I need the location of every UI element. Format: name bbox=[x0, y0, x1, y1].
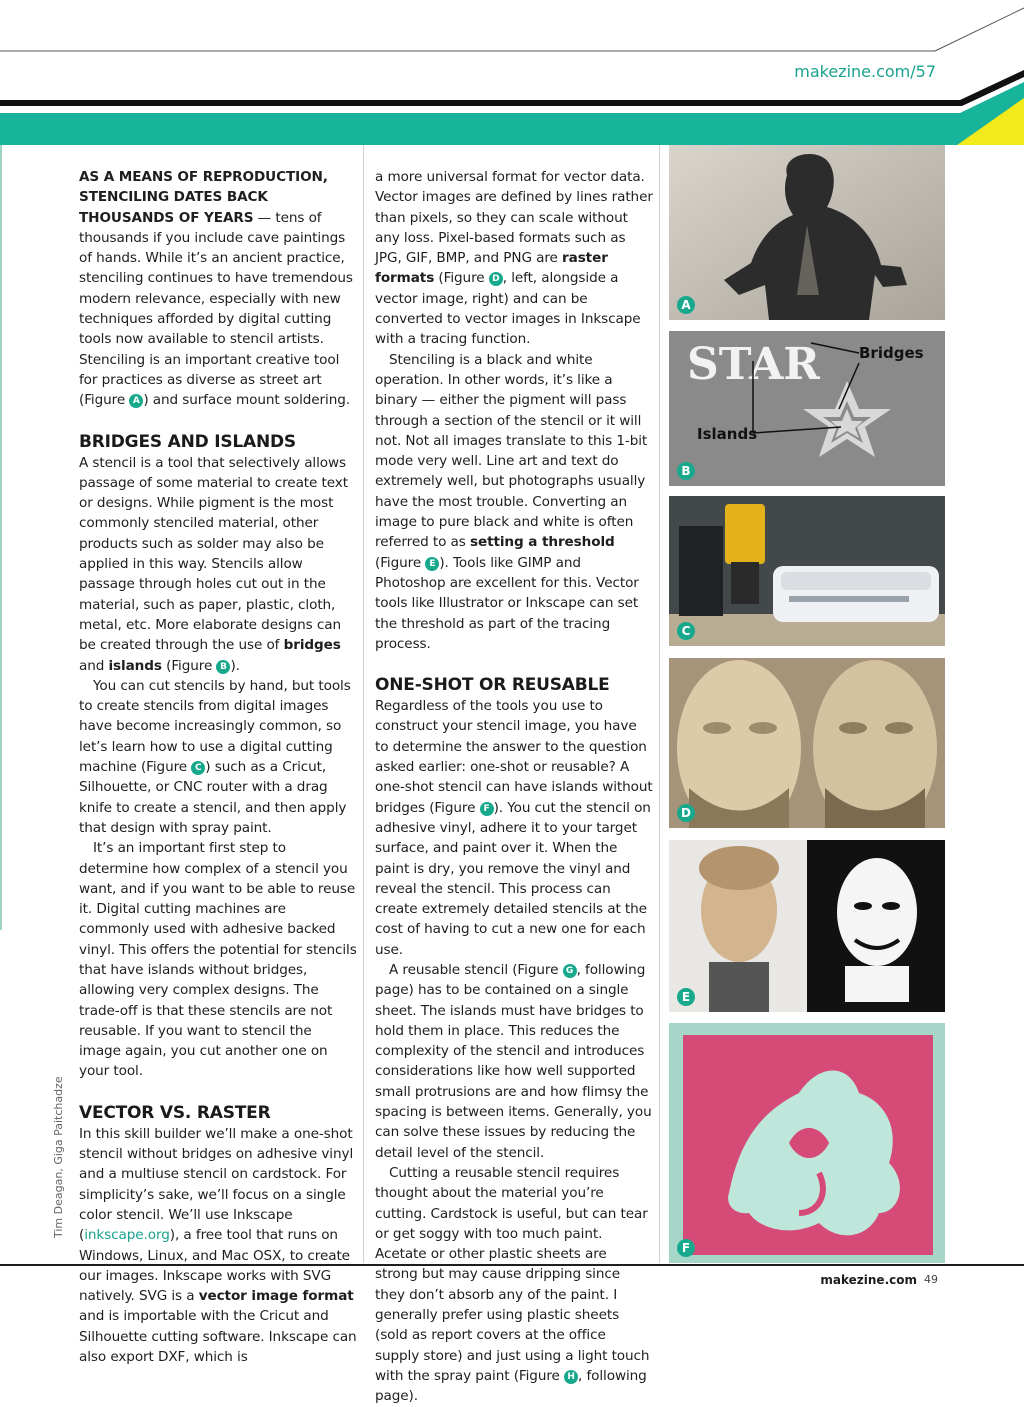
section-heading: ONE-SHOT OR REUSABLE bbox=[375, 675, 610, 696]
figure-label: F bbox=[677, 1239, 695, 1257]
figure-ref-badge: C bbox=[191, 761, 205, 775]
article-column-1 bbox=[79, 167, 357, 1367]
column-divider bbox=[363, 145, 364, 1263]
threshold-bust-illustration bbox=[669, 840, 945, 1012]
figure-e-image bbox=[669, 840, 945, 1012]
figure-ref-badge: G bbox=[563, 964, 577, 978]
figure-label: D bbox=[677, 804, 695, 822]
article-column-2 bbox=[375, 167, 653, 1407]
figure-c-image bbox=[669, 496, 945, 646]
figure-label: E bbox=[677, 988, 695, 1006]
page-number: 49 bbox=[924, 1273, 938, 1286]
paragraph: In this skill builder we’ll make a one-shot stencil without bridges on adhesive vinyl and a multiuse stencil on cardstock. For simplicity’s sake, we’ll focus on a single color stencil. We’ll use Inkscape (inkscape.org), a free tool that runs on Windows, Linux, and Mac OSX, to create our images. Inkscape works with SVG natively. SVG is a vector image format and is importable with the Cricut and Silhouette cutting software. Inkscape can also export DXF, which is bbox=[79, 1125, 357, 1366]
figure-d-image bbox=[669, 658, 945, 828]
raster-vs-vector-bust-illustration bbox=[669, 658, 945, 828]
paragraph: It’s an important first step to determine how complex of a stencil you want, and if you want to be able to reuse it. Digital cutting machines are commonly used with adhesive backed vinyl. This offers the potential for stencils that have islands without bridges, allowing very complex designs. The trade-off is that these stencils are not reusable. If you want to stencil the image again, you cut another one on your tool. bbox=[79, 840, 357, 1080]
star-word: STAR bbox=[687, 339, 820, 390]
figure-b-image bbox=[669, 331, 945, 486]
figure-a-image bbox=[669, 145, 945, 320]
column-divider bbox=[659, 145, 660, 1263]
islands-label: Islands bbox=[697, 425, 758, 443]
paragraph: A stencil is a tool that selectively allows passage of some material to create text or designs. While pigment is the most commonly stenciled material, other products such as solder may also be applied in this way. Stencils allow passage through holes cut out in the material, such as paper, plastic, cloth, metal, etc. More elaborate designs can be created through the use of bridges and islands (Figure B ). bbox=[79, 454, 348, 674]
paragraph: Cutting a reusable stencil requires thought about the material you’re cutting. Cardstock is useful, but can tear or get soggy with too much paint. Acetate or other plastic sheets are strong but may cause dripping since they don’t absorb any of the paint. I generally prefer using plastic sheets (sold as report covers at the office supply store) and just using a light touch with the spray paint (Figure H , following page). bbox=[375, 1164, 650, 1405]
figure-label: A bbox=[677, 296, 695, 314]
lead-in: AS A MEANS OF REPRODUCTION, STENCILING DATES BACK THOUSANDS OF YEARS bbox=[79, 169, 328, 226]
footer-rule bbox=[0, 1264, 1024, 1266]
figure-label: C bbox=[677, 622, 695, 640]
paragraph: You can cut stencils by hand, but tools to create stencils from digital images have become increasingly common, so let’s learn how to use a digital cutting machine (Figure C ) such as a Cricut, Silhouette, or CNC router with a drag knife to create a stencil, and then apply that design with spray paint. bbox=[79, 677, 351, 836]
section-heading: VECTOR VS. RASTER bbox=[79, 1102, 271, 1123]
footer-site[interactable]: makezine.com bbox=[820, 1273, 917, 1287]
figure-ref-badge: D bbox=[489, 272, 503, 286]
header-url[interactable]: makezine.com/57 bbox=[794, 62, 936, 81]
photo-credit: Tim Deagan, Giga Paitchadze bbox=[52, 1076, 65, 1238]
left-margin-rule bbox=[0, 145, 2, 930]
cutting-machines-illustration bbox=[669, 496, 945, 646]
inkscape-link[interactable]: inkscape.org bbox=[84, 1227, 170, 1244]
bridges-label: Bridges bbox=[859, 344, 924, 362]
figure-ref-badge: E bbox=[425, 557, 439, 571]
figure-ref-badge: H bbox=[564, 1370, 578, 1384]
street-art-stencil-illustration bbox=[669, 145, 945, 320]
paragraph: Regardless of the tools you use to construct your stencil image, you have to determine the answer to the question asked earlier: one-shot or reusable? A one-shot stencil can have islands without bridges (Figure F ). You cut the stencil on adhesive vinyl, adhere it to your target surface, and paint over it. When the paint is dry, you remove the vinyl and reveal the stencil. This process can create extremely detailed stencils at the cost of having to cut a new one for each use. bbox=[375, 698, 653, 958]
figure-ref-badge: A bbox=[129, 394, 143, 408]
figure-ref-badge: B bbox=[216, 660, 230, 674]
figure-ref-badge: F bbox=[480, 802, 494, 816]
bridges-islands-diagram bbox=[669, 331, 945, 486]
paragraph: Stenciling is a black and white operation. In other words, it’s like a binary — either the pigment will pass through a section of the stencil or it will not. Not all images translate to this 1-bit mode very well. Line art and text do extremely well, but photographs usually have the most trouble. Converting an image to pure black and white is often referred to as setting a threshold (Figure E ). Tools like GIMP and Photoshop are excellent for this. Vector tools like Illustrator or Inkscape can set the threshold as part of the tracing process. bbox=[375, 351, 648, 652]
paragraph: AS A MEANS OF REPRODUCTION, STENCILING DATES BACK THOUSANDS OF YEARS — tens of thousands if you include cave paintings of hands. While it’s an ancient practice, stenciling continues to have tremendous modern relevance, especially with new techniques afforded by digital cutting tools now available to stencil artists. Stenciling is an important creative tool for practices as diverse as street art (Figure A ) and surface mount soldering. bbox=[79, 169, 353, 409]
paragraph: A reusable stencil (Figure G , following page) has to be contained on a single sheet. The islands must have bridges to hold them in place. This reduces the complexity of the stencil and introduces considerations like how well supported small protrusions are and how flimsy the spacing is between items. Generally, you can solve these issues by reducing the detail level of the stencil. bbox=[375, 961, 652, 1161]
paragraph: a more universal format for vector data. Vector images are defined by lines rather than pixels, so they can scale without any loss. Pixel-based formats such as JPG, GIF, BMP, and PNG are raster formats (Figure D , left, alongside a vector image, right) and can be converted to vector images in Inkscape with a tracing function. bbox=[375, 169, 653, 348]
figure-f-image bbox=[669, 1023, 945, 1263]
figure-label: B bbox=[677, 462, 695, 480]
ganesh-stencil-illustration bbox=[669, 1023, 945, 1263]
section-heading: BRIDGES AND ISLANDS bbox=[79, 431, 296, 452]
